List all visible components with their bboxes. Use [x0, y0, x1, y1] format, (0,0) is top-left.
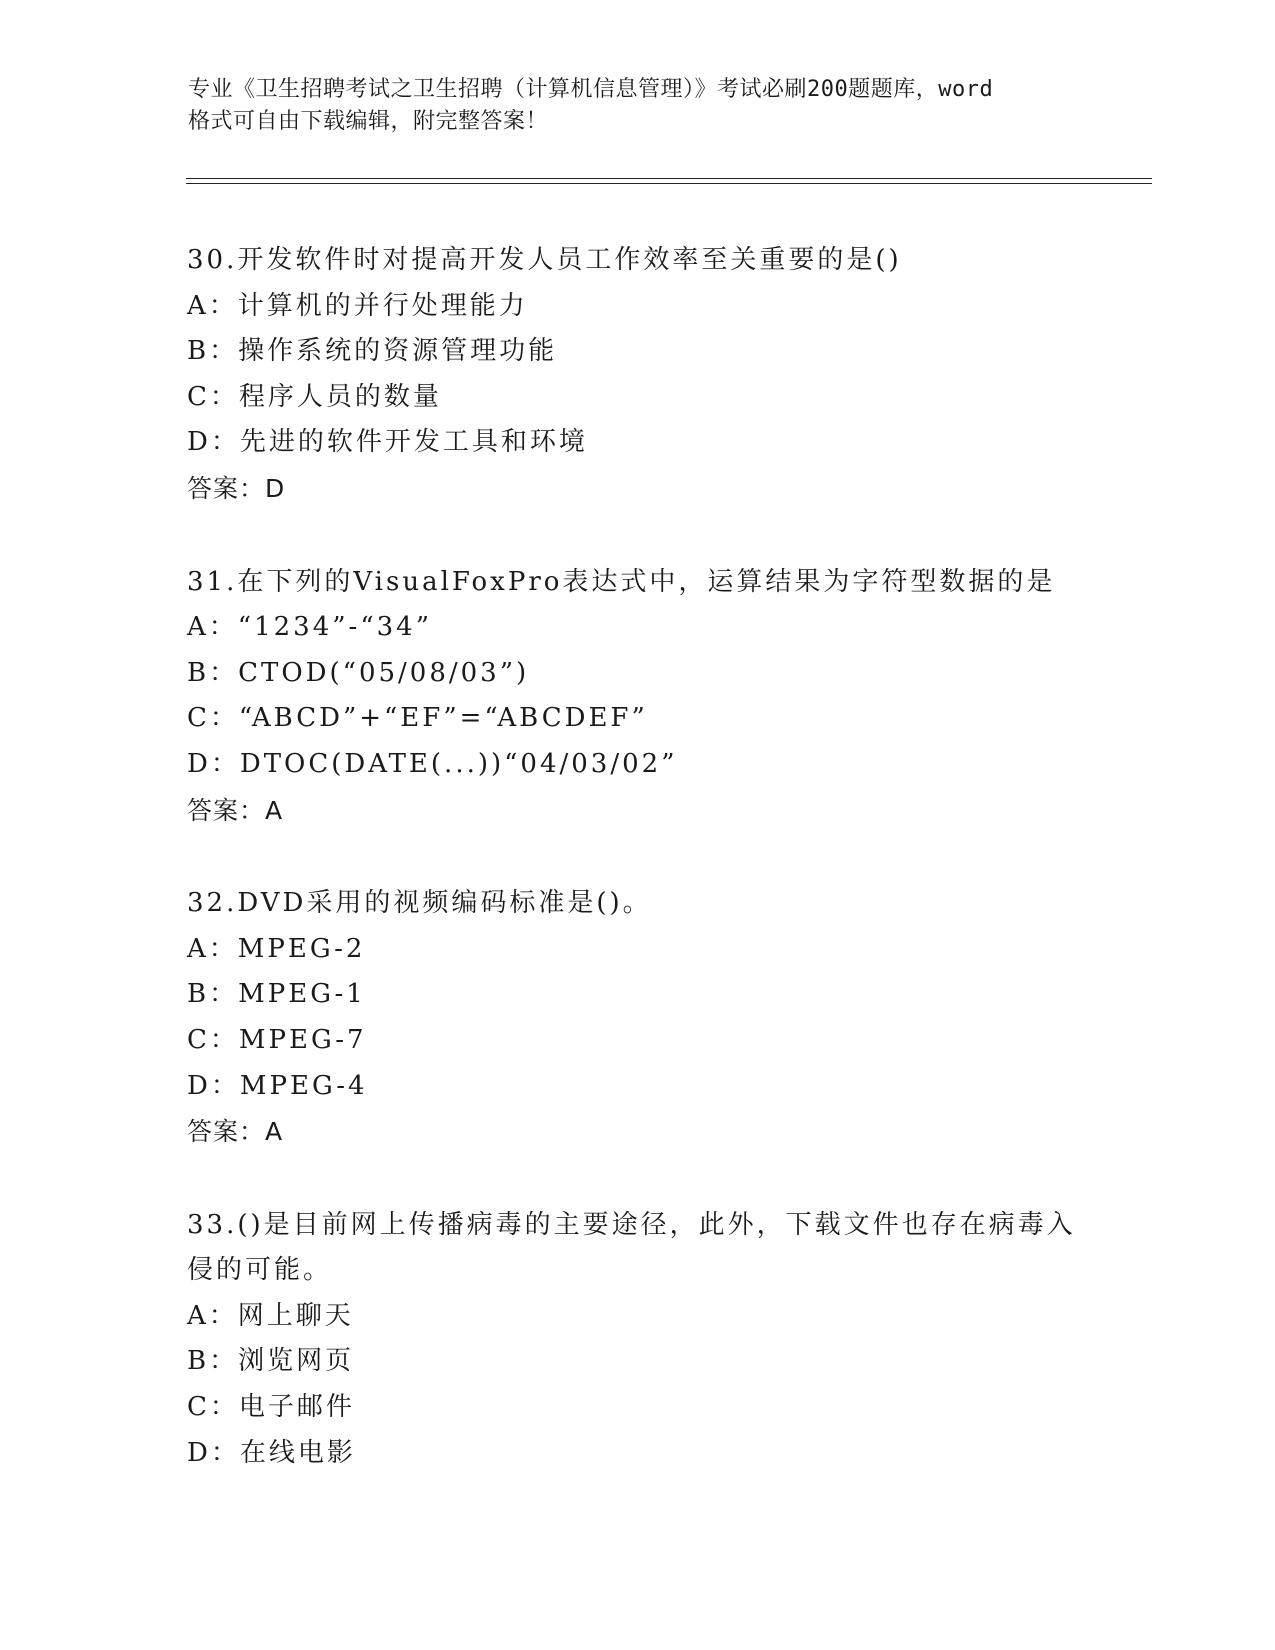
question-list	[187, 238, 1087, 1524]
question-30	[187, 238, 1087, 512]
question-stem-line-2: 侵的可能。	[187, 1255, 333, 1286]
answer-line: 答案：A	[187, 1117, 284, 1147]
option-a: A：网上聊天	[187, 1300, 354, 1331]
option-a: A：MPEG-2	[187, 933, 366, 964]
option-d: D：在线电影	[187, 1437, 356, 1468]
option-d: D：DTOC(DATE(...))“04/03/02”	[187, 748, 678, 779]
question-stem: 31.在下列的VisualFoxPro表达式中，运算结果为字符型数据的是	[187, 566, 1056, 597]
answer-line: 答案：A	[187, 795, 284, 825]
option-d: D：先进的软件开发工具和环境	[187, 427, 588, 458]
header-divider-bottom	[186, 183, 1152, 184]
option-b: B：MPEG-1	[187, 979, 366, 1010]
question-stem-line-1: 33.()是目前网上传播病毒的主要途径，此外，下载文件也存在病毒入	[187, 1209, 1076, 1240]
option-b: B：浏览网页	[187, 1346, 355, 1377]
question-stem: 32.DVD采用的视频编码标准是()。	[187, 888, 652, 919]
header-divider-top	[186, 178, 1152, 179]
option-a: A：计算机的并行处理能力	[187, 290, 528, 321]
option-b: B：CTOD(“05/08/03”)	[187, 657, 530, 688]
option-b: B：操作系统的资源管理功能	[187, 336, 558, 367]
header-line-2: 格式可自由下载编辑，附完整答案！	[188, 109, 549, 134]
question-33	[187, 1203, 1087, 1477]
option-c: C：电子邮件	[187, 1392, 355, 1423]
option-d: D：MPEG-4	[187, 1070, 368, 1101]
option-c: C：“ABCD”+“EF”=“ABCDEF”	[187, 703, 648, 734]
question-stem: 30.开发软件时对提高开发人员工作效率至关重要的是()	[187, 245, 902, 275]
question-31	[187, 560, 1087, 834]
question-32	[187, 881, 1087, 1155]
option-a: A：“1234”-“34”	[187, 612, 432, 643]
answer-line: 答案：D	[187, 473, 286, 503]
option-c: C：程序人员的数量	[187, 381, 442, 412]
header-line-1: 专业《卫生招聘考试之卫生招聘（计算机信息管理）》考试必刷200题题库，word	[188, 77, 994, 102]
document-header	[188, 74, 1088, 138]
option-c: C：MPEG-7	[187, 1024, 367, 1055]
